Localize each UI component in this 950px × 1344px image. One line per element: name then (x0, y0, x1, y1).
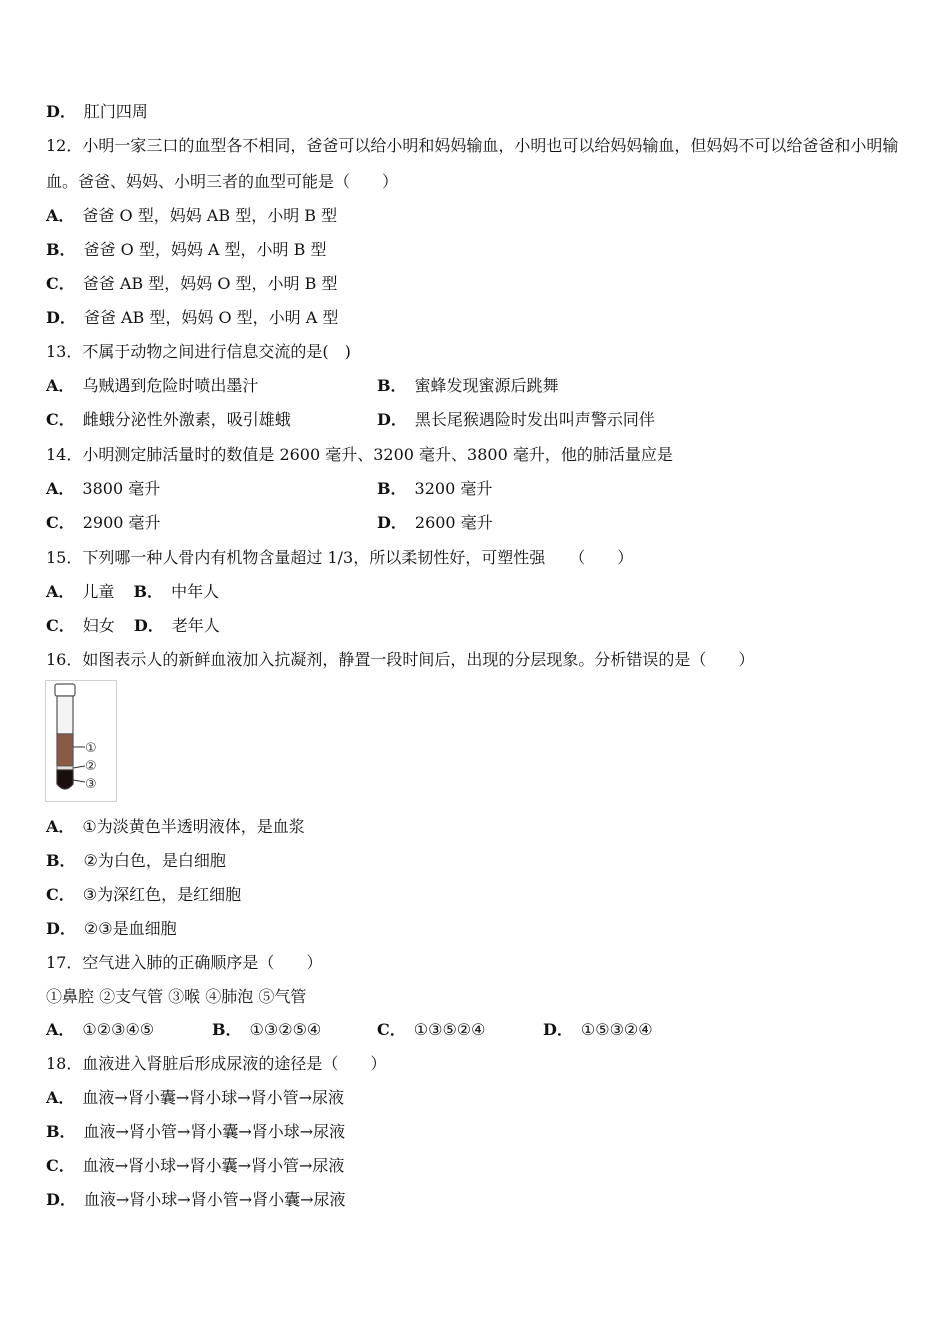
question-15-stem: 15．下列哪一种人骨内有机物含量超过 1/3，所以柔韧性好，可塑性强 （ ） (46, 548, 634, 567)
option-label: C． (46, 616, 75, 635)
option-label: C． (46, 513, 75, 532)
option-text: 血液→肾小管→肾小囊→肾小球→尿液 (83, 1122, 346, 1141)
option-label: D． (543, 1020, 573, 1039)
option-text: 爸爸 O 型，妈妈 A 型，小明 B 型 (83, 240, 327, 259)
q15-option-c (46, 616, 115, 635)
option-text: 2900 毫升 (82, 513, 161, 532)
plasma-layer (57, 734, 73, 766)
option-text: ①③⑤②④ (413, 1020, 486, 1039)
option-label: D． (133, 616, 164, 635)
option-text: 2600 毫升 (414, 513, 493, 532)
q18-option-c (46, 1156, 344, 1176)
q12-option-c (46, 274, 337, 294)
red-cell-layer (57, 770, 73, 789)
question-12-stem: 12．小明一家三口的血型各不相同，爸爸可以给小明和妈妈输血，小明也可以给妈妈输血，但妈妈不可以给爸爸和小明输血。爸爸、妈妈、小明三者的血型可能是（ ） (46, 136, 899, 191)
q16-option-c (46, 885, 241, 905)
option-text: ①②③④⑤ (82, 1020, 155, 1039)
option-label: D． (46, 1190, 76, 1209)
question-14-stem: 14．小明测定肺活量时的数值是 2600 毫升、3200 毫升、3800 毫升，他的肺活量应是 (46, 445, 673, 464)
q14-option-d (377, 513, 493, 533)
option-label: A． (46, 1088, 75, 1107)
option-text: 爸爸 AB 型，妈妈 O 型，小明 B 型 (82, 274, 338, 293)
option-label: D． (377, 513, 407, 532)
question-18-stem: 18．血液进入肾脏后形成尿液的途径是（ ） (46, 1054, 387, 1073)
option-label: B． (133, 582, 164, 601)
q17-options-row (46, 1020, 906, 1040)
option-label: C． (46, 410, 75, 429)
option-text: ①⑤③②④ (580, 1020, 653, 1039)
option-text: 乌贼遇到危险时喷出墨汁 (82, 376, 259, 395)
option-label: A． (46, 1020, 75, 1039)
option-label: D． (377, 410, 407, 429)
option-label: A． (46, 376, 75, 395)
option-text: 肛门四周 (83, 102, 148, 121)
option-label: C． (377, 1020, 406, 1039)
option-label: B． (212, 1020, 242, 1039)
q13-options-row2 (46, 410, 906, 430)
question-13-stem: 13．不属于动物之间进行信息交流的是( ) (46, 342, 351, 361)
option-text: 妇女 (82, 616, 115, 635)
q17-option-c (377, 1020, 485, 1040)
option-label: A． (46, 479, 75, 498)
q13-option-b (377, 376, 559, 396)
q14-options-row1 (46, 479, 906, 499)
q15-option-d (134, 616, 220, 635)
question-17-stem: 17．空气进入肺的正确顺序是（ ） (46, 953, 323, 972)
q16-option-a (46, 817, 305, 837)
q15-option-a (46, 582, 114, 601)
q18-option-d (46, 1190, 346, 1210)
option-label: A． (46, 817, 75, 836)
option-text: ②③是血细胞 (83, 919, 177, 938)
q12-option-a (46, 206, 337, 226)
q18-option-a (46, 1088, 344, 1108)
q14-option-b (377, 479, 492, 499)
option-text: 蜜蜂发现蜜源后跳舞 (414, 376, 559, 395)
figure-label-1: ① (85, 741, 97, 756)
option-label: B． (46, 240, 76, 259)
q16-option-b (46, 851, 226, 871)
option-label: B． (46, 851, 76, 870)
option-label: B． (377, 376, 407, 395)
q18-option-b (46, 1122, 345, 1142)
option-text: 3800 毫升 (82, 479, 161, 498)
q12-option-b (46, 240, 326, 260)
q12-option-d (46, 308, 338, 328)
option-text: 血液→肾小球→肾小管→肾小囊→尿液 (83, 1190, 346, 1209)
tube-cap (55, 684, 75, 696)
option-text: 血液→肾小囊→肾小球→肾小管→尿液 (82, 1088, 345, 1107)
q15-option-b (134, 582, 220, 601)
option-text: ①为淡黄色半透明液体，是血浆 (82, 817, 305, 836)
blood-test-tube-figure (45, 680, 117, 802)
q17-option-d (543, 1020, 653, 1040)
option-text: 黑长尾猴遇险时发出叫声警示同伴 (414, 410, 655, 429)
option-text: 血液→肾小球→肾小囊→肾小管→尿液 (82, 1156, 345, 1175)
option-label: C． (46, 274, 75, 293)
q13-option-a (46, 376, 258, 395)
option-label: D． (46, 308, 76, 327)
option-text: 3200 毫升 (414, 479, 493, 498)
option-label: A． (46, 206, 75, 225)
q17-items: ①鼻腔 ②支气管 ③喉 ④肺泡 ⑤气管 (46, 987, 307, 1006)
q15-options-row2 (46, 616, 220, 636)
q17-option-a (46, 1020, 154, 1039)
figure-label-2: ② (85, 759, 97, 774)
q14-options-row2 (46, 513, 906, 533)
option-label: C． (46, 1156, 75, 1175)
option-text: 中年人 (171, 582, 220, 601)
q13-options-row1 (46, 376, 906, 396)
option-label: B． (377, 479, 407, 498)
option-text: 爸爸 AB 型，妈妈 O 型，小明 A 型 (83, 308, 339, 327)
option-text: ③为深红色，是红细胞 (82, 885, 242, 904)
q13-option-c (46, 410, 291, 429)
option-label: B． (46, 1122, 76, 1141)
option-label: A． (46, 582, 75, 601)
option-text: ①③②⑤④ (249, 1020, 322, 1039)
option-text: 儿童 (82, 582, 115, 601)
option-label: C． (46, 885, 75, 904)
question-16-stem: 16．如图表示人的新鲜血液加入抗凝剂，静置一段时间后，出现的分层现象。分析错误的是（ ） (46, 650, 755, 669)
q13-option-d (377, 410, 655, 430)
option-text: 爸爸 O 型，妈妈 AB 型，小明 B 型 (82, 206, 338, 225)
option-text: ②为白色，是白细胞 (83, 851, 226, 870)
q14-option-c (46, 513, 161, 532)
figure-label-3: ③ (85, 777, 97, 792)
q15-options-row1 (46, 582, 219, 602)
option-text: 雌蛾分泌性外激素，吸引雄蛾 (82, 410, 291, 429)
q14-option-a (46, 479, 160, 498)
option-label: D． (46, 102, 76, 121)
option-d-prev (46, 102, 148, 122)
option-text: 老年人 (171, 616, 220, 635)
tube-empty-part (57, 696, 73, 734)
option-label: D． (46, 919, 76, 938)
q16-option-d (46, 919, 177, 939)
q17-option-b (212, 1020, 321, 1040)
